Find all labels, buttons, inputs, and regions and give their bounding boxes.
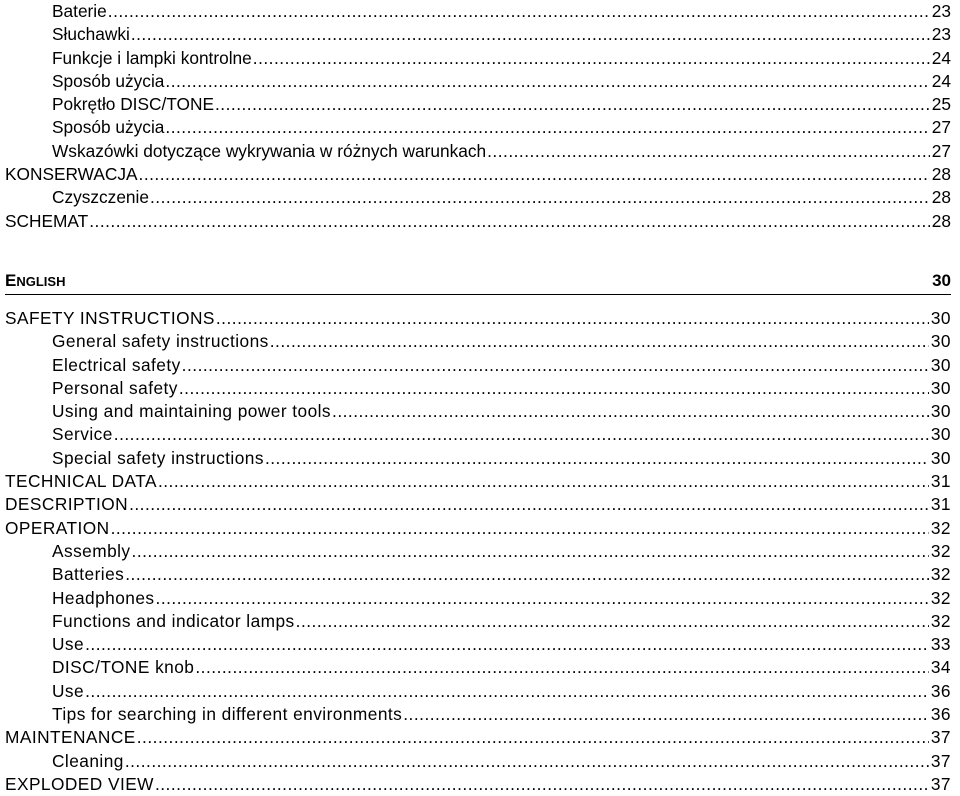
toc-dot-leader: [195, 656, 929, 679]
toc-dot-leader: [165, 70, 929, 93]
toc-dot-leader: [89, 210, 930, 233]
toc-dot-leader: [165, 116, 929, 139]
toc-dot-leader: [150, 186, 930, 209]
toc-entry-label: Funkcje i lampki kontrolne: [52, 47, 252, 68]
toc-entry-label: Personal safety: [52, 377, 178, 398]
toc-entry[interactable]: [5, 703, 951, 726]
toc-entry-label: Sposób użycia: [52, 70, 165, 91]
toc-entry-label: Tips for searching in different environments: [52, 704, 403, 725]
toc-entry-label: OPERATION: [5, 517, 110, 538]
toc-entry-label: Using and maintaining power tools: [52, 401, 332, 422]
section-title: [5, 268, 65, 295]
toc-entry[interactable]: [5, 377, 951, 400]
toc-entry-page-number: 23: [931, 1, 951, 21]
toc-entry[interactable]: [5, 93, 951, 116]
toc-entry-page-number: 32: [930, 517, 951, 538]
toc-entry-label: KONSERWACJA: [5, 164, 138, 185]
toc-entry-page-number: 30: [930, 308, 951, 328]
toc-entry-label: General safety instructions: [52, 331, 269, 352]
toc-entry-label: MAINTENANCE: [5, 727, 136, 748]
toc-entry[interactable]: [5, 210, 951, 233]
toc-entry-label: TECHNICAL DATA: [5, 471, 157, 492]
toc-entry-label: SCHEMAT: [5, 210, 89, 231]
toc-entry[interactable]: [5, 47, 951, 70]
toc-entry[interactable]: [5, 447, 951, 470]
section-title-initial: E: [5, 271, 17, 290]
toc-entry[interactable]: [5, 680, 951, 703]
toc-dot-leader: [125, 563, 929, 586]
toc-entry[interactable]: [5, 163, 951, 186]
toc-dot-leader: [111, 517, 929, 540]
toc-dot-leader: [132, 540, 929, 563]
toc-dot-leader: [215, 93, 930, 116]
toc-dot-leader: [131, 23, 930, 46]
toc-entry-label: Functions and indicator lamps: [52, 610, 295, 631]
toc-entry-page-number: 32: [930, 540, 951, 561]
toc-dot-leader: [296, 610, 929, 633]
toc-entry[interactable]: [5, 633, 951, 656]
toc-entry-page-number: 37: [930, 727, 951, 748]
toc-entry-page-number: 27: [931, 117, 951, 138]
toc-entry-page-number: 37: [930, 773, 951, 794]
toc-dot-leader: [156, 587, 929, 610]
toc-entry-label: Service: [52, 424, 113, 445]
toc-entry-page-number: 31: [930, 494, 951, 515]
toc-entry-label: Wskazówki dotyczące wykrywania w różnych warunkach: [52, 140, 487, 161]
toc-entry-page-number: 25: [931, 94, 951, 115]
toc-entry[interactable]: [5, 354, 951, 377]
toc-entry-page-number: 28: [931, 210, 951, 231]
toc-entry-page-number: 28: [931, 164, 951, 185]
toc-entry[interactable]: [5, 610, 951, 633]
toc-dot-leader: [216, 307, 929, 330]
toc-entry-label: Czyszczenie: [52, 187, 149, 208]
toc-entry[interactable]: [5, 656, 951, 679]
toc-entry[interactable]: [5, 493, 951, 516]
toc-entry[interactable]: [5, 470, 951, 493]
toc-entry[interactable]: [5, 726, 951, 749]
toc-entry-page-number: 37: [930, 750, 951, 771]
toc-entry[interactable]: [5, 563, 951, 586]
toc-entry-label: Baterie: [52, 1, 107, 21]
toc-dot-leader: [179, 377, 929, 400]
toc-entry[interactable]: [5, 750, 951, 773]
toc-entry[interactable]: [5, 400, 951, 423]
toc-entry-page-number: 36: [930, 704, 951, 725]
toc-entry-label: Batteries: [52, 564, 125, 585]
toc-entry-page-number: 30: [930, 447, 951, 468]
toc-entry[interactable]: [5, 423, 951, 446]
toc-dot-leader: [85, 680, 929, 703]
toc-entry[interactable]: [5, 116, 951, 139]
toc-entry-page-number: 36: [930, 680, 951, 701]
toc-dot-leader: [265, 447, 929, 470]
section-page-number: 30: [932, 271, 951, 290]
toc-entry-label: Use: [52, 680, 85, 701]
toc-dot-leader: [253, 47, 930, 70]
toc-entry-label: Assembly: [52, 540, 131, 561]
toc-dot-leader: [487, 140, 930, 163]
toc-entry-label: Sposób użycia: [52, 117, 165, 138]
toc-entry[interactable]: [5, 70, 951, 93]
toc-entry-page-number: 24: [931, 70, 951, 91]
toc-dot-leader: [125, 750, 929, 773]
toc-entry[interactable]: [5, 540, 951, 563]
toc-dot-leader: [137, 726, 929, 749]
toc-entry-page-number: 30: [930, 401, 951, 422]
toc-entry[interactable]: [5, 587, 951, 610]
toc-entry-page-number: 30: [930, 354, 951, 375]
toc-entry-label: Headphones: [52, 587, 155, 608]
toc-entry-label: DISC/TONE knob: [52, 657, 195, 678]
toc-dot-leader: [155, 773, 929, 796]
toc-entry[interactable]: [5, 517, 951, 540]
toc-entry-label: Electrical safety: [52, 354, 181, 375]
toc-dot-leader: [270, 330, 929, 353]
toc-english: [5, 307, 951, 796]
toc-entry-page-number: 32: [930, 564, 951, 585]
toc-dot-leader: [85, 633, 929, 656]
toc-dot-leader: [403, 703, 929, 726]
toc-entry-page-number: 33: [930, 634, 951, 655]
toc-entry-page-number: 34: [930, 657, 951, 678]
toc-entry[interactable]: [5, 23, 951, 46]
toc-entry[interactable]: [5, 0, 951, 23]
toc-entry-label: Use: [52, 634, 85, 655]
toc-entry-label: SAFETY INSTRUCTIONS: [5, 308, 215, 328]
section-heading-english[interactable]: [5, 268, 951, 295]
toc-entry-label: Cleaning: [52, 750, 124, 771]
toc-entry-label: Special safety instructions: [52, 447, 264, 468]
toc-entry-page-number: 32: [930, 610, 951, 631]
toc-dot-leader: [158, 470, 929, 493]
toc-entry-page-number: 28: [931, 187, 951, 208]
toc-entry-page-number: 27: [931, 140, 951, 161]
toc-entry-page-number: 24: [931, 47, 951, 68]
section-title-rest: NGLISH: [16, 274, 66, 289]
toc-entry-page-number: 30: [930, 377, 951, 398]
toc-entry[interactable]: [5, 140, 951, 163]
toc-dot-leader: [139, 163, 930, 186]
toc-entry-page-number: 30: [930, 331, 951, 352]
toc-polish: [5, 0, 951, 233]
toc-entry-page-number: 31: [930, 471, 951, 492]
toc-dot-leader: [114, 423, 929, 446]
toc-dot-leader: [332, 400, 929, 423]
toc-dot-leader: [108, 0, 930, 23]
toc-entry-page-number: 32: [930, 587, 951, 608]
toc-entry-label: EXPLODED VIEW: [5, 773, 154, 794]
toc-dot-leader: [182, 354, 929, 377]
toc-entry[interactable]: [5, 307, 951, 330]
toc-entry[interactable]: [5, 330, 951, 353]
toc-dot-leader: [129, 493, 929, 516]
toc-entry-label: Pokrętło DISC/TONE: [52, 94, 214, 115]
toc-entry[interactable]: [5, 773, 951, 796]
toc-entry-page-number: 30: [930, 424, 951, 445]
toc-entry-page-number: 23: [931, 24, 951, 45]
toc-entry[interactable]: [5, 186, 951, 209]
toc-entry-label: Słuchawki: [52, 24, 130, 45]
toc-entry-label: DESCRIPTION: [5, 494, 129, 515]
